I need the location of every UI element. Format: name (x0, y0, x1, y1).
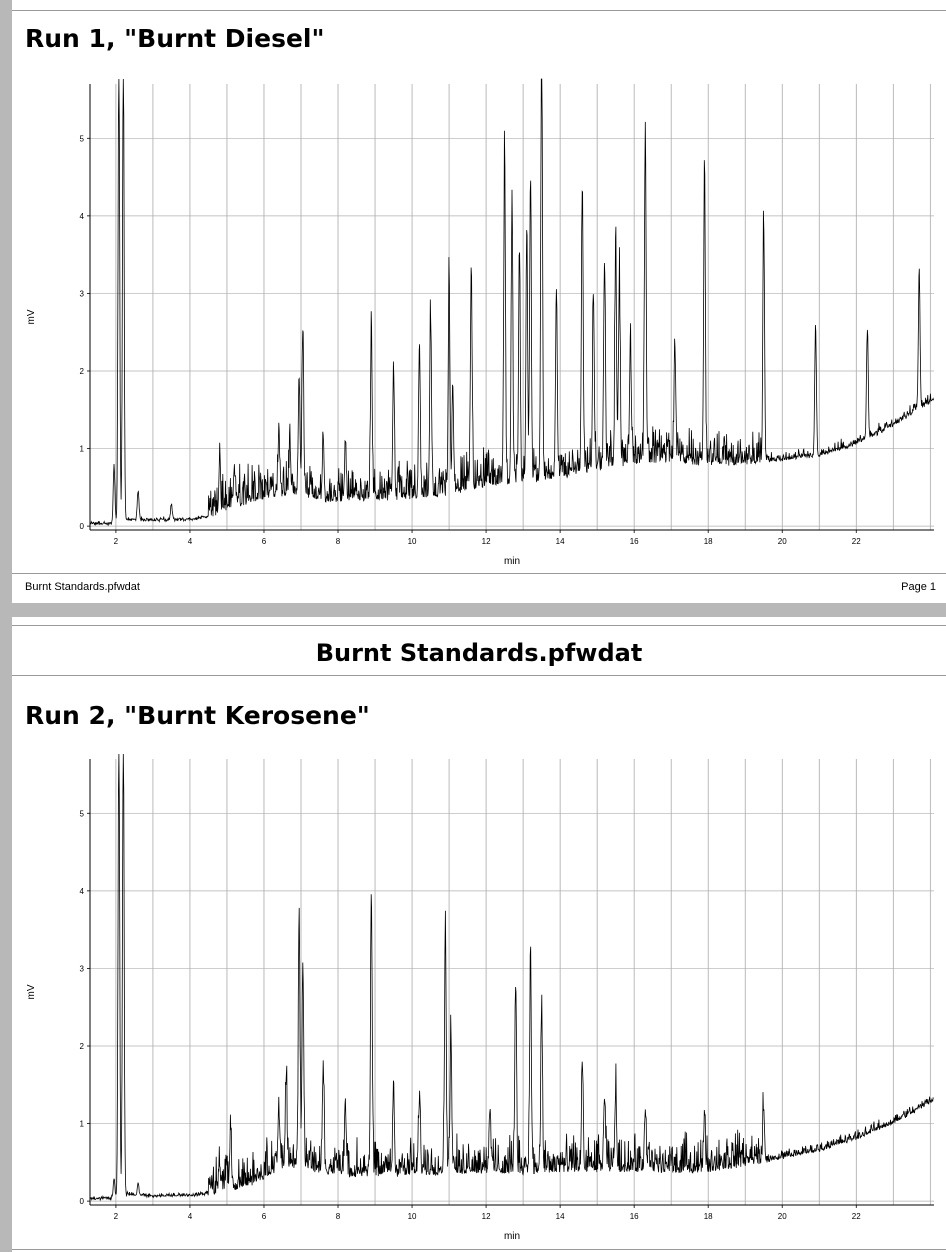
y-axis-label: mV (26, 309, 37, 325)
footer-divider (12, 573, 946, 574)
y-tick-label: 4 (79, 211, 84, 221)
y-axis-label: mV (26, 984, 37, 1000)
top-divider (12, 10, 946, 11)
y-tick-label: 1 (79, 1119, 84, 1129)
page-2 (12, 617, 946, 1252)
y-tick-label: 5 (79, 809, 84, 819)
x-axis-label: min (503, 1231, 521, 1242)
x-tick-label: 22 (851, 1212, 861, 1221)
document-title: Burnt Standards.pfwdat (315, 639, 643, 667)
chromatogram-chart-run-1 (12, 78, 946, 574)
y-tick-label: 2 (79, 366, 84, 376)
x-tick-label: 12 (481, 537, 491, 546)
y-tick-label: 1 (79, 444, 84, 454)
y-tick-label: 0 (79, 1197, 84, 1207)
grid (90, 759, 934, 1205)
x-axis-label: min (503, 556, 521, 567)
x-tick-label: 2 (113, 1212, 119, 1221)
x-tick-label: 6 (261, 537, 267, 546)
chromatogram-chart-run-2 (12, 753, 946, 1249)
footer-divider (12, 1249, 946, 1250)
x-tick-label: 4 (187, 1212, 193, 1221)
y-tick-label: 5 (79, 134, 84, 144)
page-1 (12, 0, 946, 603)
x-tick-label: 22 (851, 537, 861, 546)
y-tick-label: 4 (79, 886, 84, 896)
x-tick-label: 14 (555, 537, 565, 546)
y-tick-label: 3 (79, 964, 84, 974)
top-divider (12, 625, 946, 626)
footer-filename: Burnt Standards.pfwdat (25, 581, 140, 593)
x-tick-label: 14 (555, 1212, 565, 1221)
x-tick-label: 4 (187, 537, 193, 546)
x-tick-label: 20 (777, 537, 787, 546)
run-1-title: Run 1, "Burnt Diesel" (25, 24, 325, 53)
x-tick-label: 8 (335, 537, 341, 546)
x-tick-label: 18 (703, 1212, 713, 1221)
x-tick-label: 10 (407, 537, 417, 546)
chromatogram-trace (90, 754, 934, 1200)
x-tick-label: 20 (777, 1212, 787, 1221)
x-tick-label: 2 (113, 537, 119, 546)
x-tick-label: 8 (335, 1212, 341, 1221)
chromatogram-trace (90, 79, 934, 525)
x-tick-label: 10 (407, 1212, 417, 1221)
grid (90, 84, 934, 530)
y-tick-label: 0 (79, 522, 84, 532)
x-tick-label: 12 (481, 1212, 491, 1221)
x-tick-label: 16 (629, 1212, 639, 1221)
x-tick-label: 6 (261, 1212, 267, 1221)
y-tick-label: 3 (79, 289, 84, 299)
x-tick-label: 16 (629, 537, 639, 546)
x-tick-label: 18 (703, 537, 713, 546)
footer-page-number: Page 1 (901, 581, 936, 593)
run-2-title: Run 2, "Burnt Kerosene" (25, 701, 370, 730)
header-divider (12, 675, 946, 676)
y-tick-label: 2 (79, 1041, 84, 1051)
